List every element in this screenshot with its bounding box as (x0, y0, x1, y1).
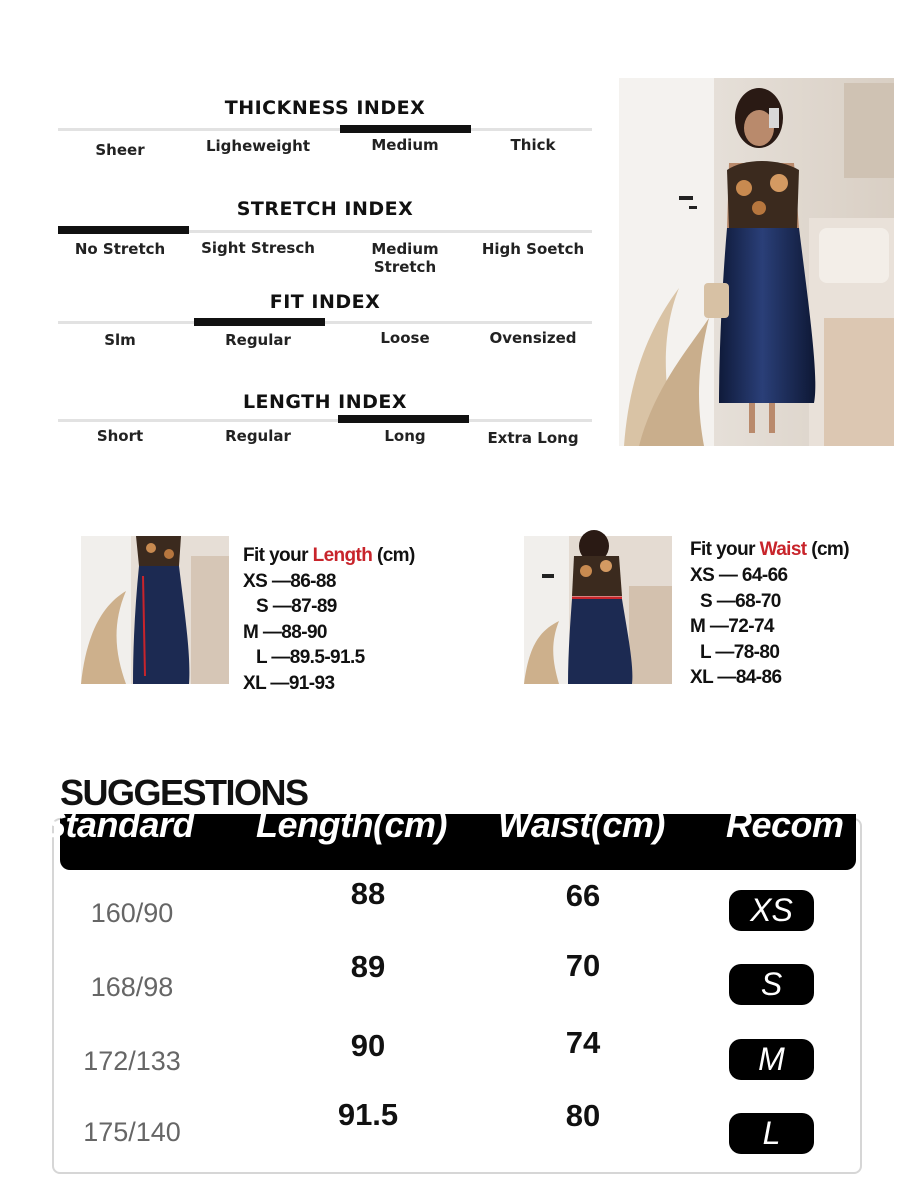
size-badge-l: L (729, 1113, 814, 1154)
fit-waist-row-s: S —68-70 (700, 591, 781, 612)
stretch-label-medium: Medium Stretch (371, 240, 439, 276)
header-length: Length(cm) (256, 804, 447, 845)
row-waist: 80 (565, 1098, 601, 1133)
thickness-index-title: THICKNESS INDEX (224, 97, 426, 119)
length-label-short: Short (96, 427, 144, 445)
fit-index-title: FIT INDEX (269, 291, 381, 313)
fit-label-regular: Regular (225, 331, 291, 349)
row-waist: 66 (565, 878, 601, 913)
length-thumbnail (81, 536, 229, 684)
size-badge-m: M (729, 1039, 814, 1080)
length-thumbnail-illustration (81, 536, 229, 684)
row-length: 88 (350, 876, 386, 911)
thickness-label-sheer: Sheer (95, 141, 145, 159)
thickness-index-marker (340, 125, 471, 133)
fit-length-row-l: L —89.5-91.5 (256, 647, 365, 668)
waist-thumbnail (524, 536, 672, 684)
fit-waist-unit: (cm) (811, 539, 849, 560)
waist-thumbnail-illustration (524, 536, 672, 684)
length-label-extra-long: Extra Long (487, 429, 579, 447)
stretch-label-no-stretch: No Stretch (74, 240, 166, 258)
fit-length-row-xs: XS —86-88 (243, 571, 336, 592)
thickness-index-track (58, 128, 592, 131)
fit-index-marker (194, 318, 325, 326)
fit-waist-row-l: L —78-80 (700, 642, 780, 663)
thickness-label-thick: Thick (510, 136, 556, 154)
row-length: 90 (350, 1028, 386, 1063)
fit-waist-measure: Waist (759, 539, 807, 560)
row-waist: 70 (565, 948, 601, 983)
fit-index-track (58, 321, 592, 324)
size-badge-xs: XS (729, 890, 814, 931)
stretch-label-high: High Soetch (481, 240, 585, 258)
suggestions-table-header (42, 804, 856, 870)
stretch-label-slight: Sight Stresch (201, 239, 315, 257)
stretch-index-marker (58, 226, 189, 234)
fit-waist-heading (690, 539, 849, 561)
length-label-regular: Regular (225, 427, 291, 445)
length-index-marker (338, 415, 469, 423)
fit-length-row-m: M —88-90 (243, 622, 327, 643)
fit-length-prefix: Fit your (243, 545, 308, 566)
length-label-long: Long (384, 427, 426, 445)
stretch-index-title: STRETCH INDEX (236, 198, 414, 220)
fit-waist-row-m: M —72-74 (690, 616, 774, 637)
fit-label-slim: Slm (104, 331, 136, 349)
fit-length-heading (243, 545, 415, 567)
header-recommend: Recom (726, 804, 844, 845)
row-standard: 175/140 (83, 1117, 181, 1147)
fit-waist-row-xl: XL —84-86 (690, 667, 782, 688)
fit-waist-row-xs: XS — 64-66 (690, 565, 788, 586)
model-illustration (619, 78, 894, 446)
fit-length-row-s: S —87-89 (256, 596, 337, 617)
fit-length-measure: Length (312, 545, 373, 566)
fit-length-unit: (cm) (376, 545, 415, 566)
row-waist: 74 (565, 1025, 601, 1060)
row-standard: 160/90 (90, 898, 174, 928)
thickness-label-medium: Medium (371, 136, 439, 154)
length-index-title: LENGTH INDEX (242, 391, 408, 413)
fit-waist-prefix: Fit your (690, 539, 755, 560)
length-index-track (58, 419, 592, 422)
product-photo (619, 78, 894, 446)
row-length: 89 (350, 949, 386, 984)
suggestions-title: SUGGESTIONS (60, 772, 308, 813)
size-badge-s: S (729, 964, 814, 1005)
row-standard: 172/133 (83, 1046, 181, 1076)
fit-label-oversized: Ovensized (489, 329, 577, 347)
thickness-label-lightweight: Ligheweight (205, 137, 311, 155)
fit-label-loose: Loose (380, 329, 430, 347)
fit-length-row-xl: XL —91-93 (243, 673, 335, 694)
header-standard: Standard (42, 804, 195, 845)
header-waist: Waist(cm) (498, 804, 665, 845)
row-standard: 168/98 (90, 972, 174, 1002)
row-length: 91.5 (337, 1097, 399, 1132)
